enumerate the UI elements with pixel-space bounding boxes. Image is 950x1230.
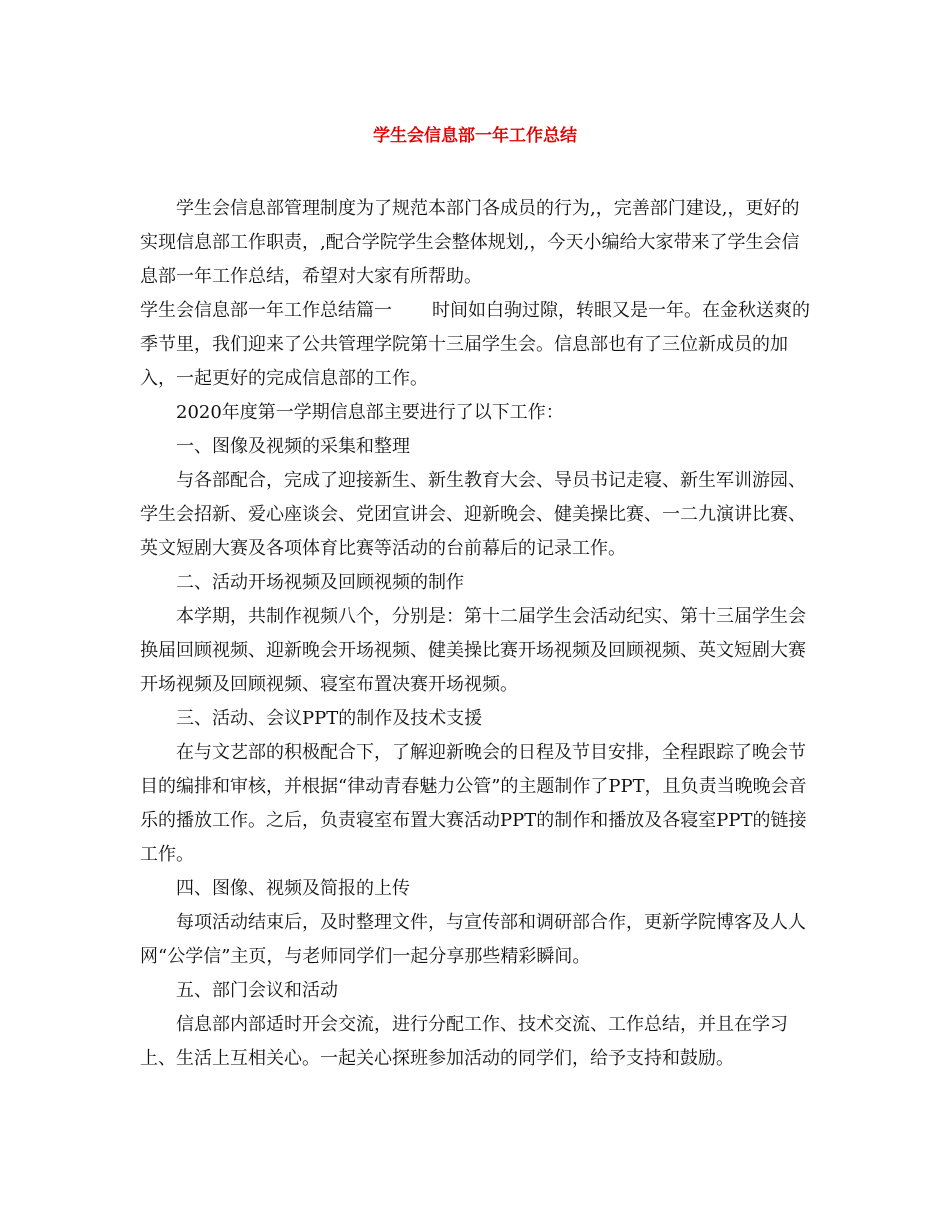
semester-line: 2020年度第一学期信息部主要进行了以下工作： [176, 402, 564, 423]
part-paragraph [140, 294, 812, 396]
section-body-5: 信息部内部适时开会交流，进行分配工作、技术交流、工作总结，并且在学习上、生活上互相关心。一起关心探班参加活动的同学们，给予支持和鼓励。 [140, 1014, 788, 1069]
part-text: 时间如白驹过隙，转眼又是一年。在金秋送爽的季节里，我们迎来了公共管理学院第十三届学生会。信息部也有了三位新成员的加入，一起更好的完成信息部的工作。 [140, 300, 810, 389]
section-heading-1: 一、图像及视频的采集和整理 [176, 436, 410, 457]
section-body-3: 在与文艺部的积极配合下，了解迎新晚会的日程及节目安排，全程跟踪了晚会节目的编排和审核，并根据“律动青春魅力公管”的主题制作了PPT，且负责当晚晚会音乐的播放工作。之后，负责寝室布置大赛活动PPT的制作和播放及各寝室PPT的链接工作。 [140, 742, 807, 865]
intro-paragraph: 学生会信息部管理制度为了规范本部门各成员的行为,，完善部门建设,，更好的实现信息部工作职责，,配合学院学生会整体规划,，今天小编给大家带来了学生会信息部一年工作总结，希望对大家有所帮助。 [140, 198, 800, 287]
section-heading-3: 三、活动、会议PPT的制作及技术支援 [176, 708, 483, 729]
section-body-1: 与各部配合，完成了迎接新生、新生教育大会、导员书记走寝、新生军训游园、学生会招新、爱心座谈会、党团宣讲会、迎新晚会、健美操比赛、一二九演讲比赛、英文短剧大赛及各项体育比赛等活动的台前幕后的记录工作。 [140, 470, 806, 559]
document-title: 学生会信息部一年工作总结 [373, 126, 577, 146]
part-heading: 学生会信息部一年工作总结篇一 [140, 300, 392, 321]
section-heading-4: 四、图像、视频及简报的上传 [176, 878, 410, 899]
section-heading-5: 五、部门会议和活动 [176, 980, 338, 1001]
document-body [140, 192, 812, 1076]
section-body-4: 每项活动结束后，及时整理文件，与宣传部和调研部合作，更新学院博客及人人网“公学信”主页，与老师同学们一起分享那些精彩瞬间。 [140, 912, 806, 967]
section-body-2: 本学期，共制作视频八个，分别是：第十二届学生会活动纪实、第十三届学生会换届回顾视频、迎新晚会开场视频、健美操比赛开场视频及回顾视频、英文短剧大赛开场视频及回顾视频、寝室布置决赛开场视频。 [140, 606, 806, 695]
section-heading-2: 二、活动开场视频及回顾视频的制作 [176, 572, 464, 593]
